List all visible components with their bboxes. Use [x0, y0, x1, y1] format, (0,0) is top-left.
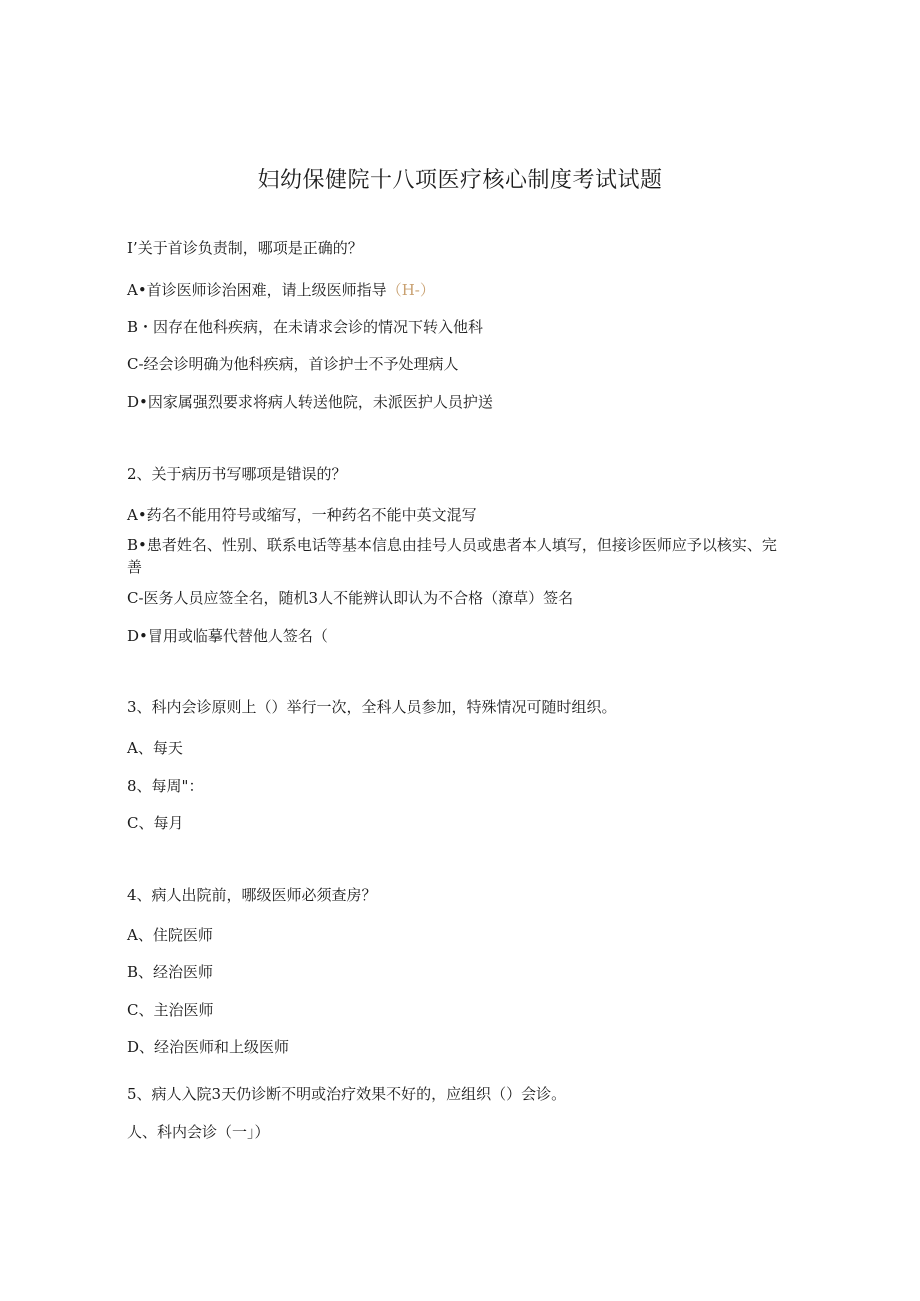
question-1-stem: I’关于首诊负责制，哪项是正确的？	[127, 239, 363, 257]
question-1-option-a	[127, 279, 787, 301]
question-1-option-b: B・因存在他科疾病，在未请求会诊的情况下转入他科	[127, 318, 484, 336]
question-2-stem: 2、关于病历书写哪项是错误的？	[127, 465, 347, 483]
question-4-stem: 4、病人出院前，哪级医师必须查房？	[127, 886, 377, 904]
answer-hint: （H-）	[386, 281, 435, 299]
question-3-option-a: A、每天	[127, 739, 183, 757]
question-1-option-c: C-经会诊明确为他科疾病，首诊护士不予处理病人	[127, 355, 459, 373]
question-4-option-c: C、主治医师	[127, 1001, 214, 1019]
page-title: 妇幼保健院十八项医疗核心制度考试试题	[257, 168, 663, 193]
question-4-option-b: B、经治医师	[127, 963, 214, 981]
question-4-option-d: D、经治医师和上级医师	[127, 1038, 290, 1056]
question-2-option-c: C-医务人员应签全名，随机3人不能辨认即认为不合格（潦草）签名	[127, 589, 574, 607]
option-text: A•首诊医师诊治困难，请上级医师指导	[127, 281, 387, 299]
question-1-option-d: D•因家属强烈要求将病人转送他院，未派医护人员护送	[127, 393, 493, 411]
question-2-option-d: D•冒用或临摹代替他人签名（	[127, 627, 328, 645]
question-5-stem: 5、病人入院3天仍诊断不明或治疗效果不好的，应组织（）会诊。	[127, 1085, 567, 1103]
question-5-option-a: 人、科内会诊（一」）	[127, 1123, 270, 1141]
question-3-option-b: 8、每周"：	[127, 777, 204, 795]
question-2-option-b: B•患者姓名、性别、联系电话等基本信息由挂号人员或患者本人填写，但接诊医师应予以核实、完善	[127, 536, 777, 576]
question-4-option-a: A、住院医师	[127, 926, 213, 944]
question-3-stem: 3、科内会诊原则上（）举行一次，全科人员参加，特殊情况可随时组织。	[127, 698, 617, 716]
question-3-option-c: C、每月	[127, 814, 184, 832]
question-2-option-a: A•药名不能用符号或缩写，一种药名不能中英文混写	[127, 506, 477, 524]
